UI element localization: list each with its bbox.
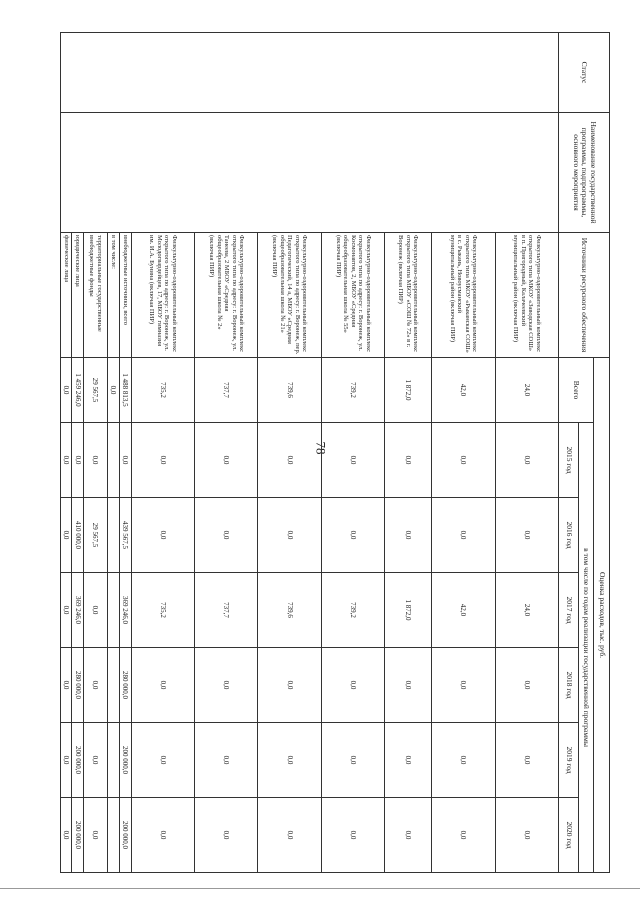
value-cell: 739,2	[321, 573, 384, 648]
value-cell: 410 000,0	[72, 498, 83, 573]
value-cell: 739,6	[258, 573, 321, 648]
value-cell: 200 000,0	[119, 798, 131, 873]
header-total: Всего	[558, 358, 593, 423]
value-cell: 0,0	[195, 648, 258, 723]
value-cell: 0,0	[495, 723, 558, 798]
value-cell: 29 567,5	[83, 498, 108, 573]
total-cell: 42,0	[432, 358, 495, 423]
value-cell: 0,0	[61, 798, 72, 873]
total-cell: 1 872,0	[385, 358, 432, 423]
value-cell: 0,0	[258, 798, 321, 873]
source-cell: внебюджетные источники, всего	[119, 233, 131, 358]
value-cell: 0,0	[385, 798, 432, 873]
header-year: 2018 год	[558, 648, 578, 723]
total-cell: 739,2	[321, 358, 384, 423]
value-cell: 0,0	[258, 423, 321, 498]
total-cell: 0,0	[61, 358, 72, 423]
value-cell	[108, 648, 119, 723]
header-year: 2016 год	[558, 498, 578, 573]
value-cell: 0,0	[385, 498, 432, 573]
value-cell: 200 000,0	[72, 723, 83, 798]
value-cell: 0,0	[432, 648, 495, 723]
value-cell: 0,0	[83, 723, 108, 798]
value-cell: 369 246,0	[119, 573, 131, 648]
source-cell: в том числе:	[108, 233, 119, 358]
source-cell: Физкультурно-оздоровительный комплекс открытого типа по адресу: г. Воронеж, ул. Космонавтов, 2, МБОУ «Средняя общеобразовательная школа № 55» (включая ПИР)	[321, 233, 384, 358]
total-cell: 737,7	[195, 358, 258, 423]
total-cell: 1 459 246,0	[72, 358, 83, 423]
header-year: 2017 год	[558, 573, 578, 648]
value-cell: 0,0	[495, 648, 558, 723]
value-cell: 0,0	[83, 573, 108, 648]
value-cell: 0,0	[321, 498, 384, 573]
value-cell: 0,0	[61, 648, 72, 723]
value-cell: 0,0	[385, 648, 432, 723]
total-cell: 0,0	[108, 358, 119, 423]
value-cell: 369 246,0	[72, 573, 83, 648]
value-cell: 0,0	[131, 798, 194, 873]
value-cell: 0,0	[258, 723, 321, 798]
value-cell: 0,0	[495, 798, 558, 873]
value-cell: 1 872,0	[385, 573, 432, 648]
header-source: Источники ресурсного обеспечения	[558, 233, 609, 358]
value-cell: 42,0	[432, 573, 495, 648]
source-cell: Физкультурно-оздоровительный комплекс открытого типа МБОУ «СОШ № 72» в г. Воронеж (включая ПИР)	[385, 233, 432, 358]
value-cell	[108, 423, 119, 498]
value-cell: 0,0	[321, 423, 384, 498]
value-cell: 735,2	[131, 573, 194, 648]
value-cell: 0,0	[61, 723, 72, 798]
value-cell: 0,0	[432, 798, 495, 873]
value-cell: 0,0	[258, 498, 321, 573]
source-cell: Физкультурно-оздоровительный комплекс открытого типа по адресу: г. Воронеж, ул. Танеева, 2 МБОУ «Средняя общеобразовательная школа № 2» (включая ПИР)	[195, 233, 258, 358]
source-cell: Физкультурно-оздоровительный комплекс открытого типа по адресу: г. Воронеж, пер. Педагогический, 14 а, МБОУ «Средняя общеобразовательная школа № 21» (включая ПИР)	[258, 233, 321, 358]
total-cell: 29 567,5	[83, 358, 108, 423]
total-cell: 735,2	[131, 358, 194, 423]
total-cell: 739,6	[258, 358, 321, 423]
value-cell: 0,0	[83, 648, 108, 723]
value-cell: 0,0	[131, 498, 194, 573]
value-cell: 0,0	[432, 423, 495, 498]
header-year: 2019 год	[558, 723, 578, 798]
expenses-table	[60, 32, 610, 873]
value-cell: 0,0	[131, 648, 194, 723]
value-cell	[108, 798, 119, 873]
header-estimate: Оценка расходов, тыс. руб.	[593, 358, 609, 873]
value-cell: 0,0	[195, 498, 258, 573]
header-by-years: в том числе по годам реализации государственной программы	[579, 423, 593, 873]
value-cell: 0,0	[321, 798, 384, 873]
value-cell: 0,0	[72, 423, 83, 498]
value-cell: 0,0	[131, 423, 194, 498]
source-cell: Физкультурно-оздоровительный комплекс открытого типа МКОУ «Заводская СОШ» в п. Пригородный, Калачеевский муниципальный район (включая ПИР)	[495, 233, 558, 358]
total-cell: 24,0	[495, 358, 558, 423]
source-cell: Физкультурно-оздоровительный комплекс открытого типа МКОУ «Рыканская СОШ» в с. Рыкань, Новоусманский муниципальный район (включая ПИР)	[432, 233, 495, 358]
value-cell: 439 567,5	[119, 498, 131, 573]
source-cell: территориальные государственные внебюджетные фонды	[83, 233, 108, 358]
source-cell: Физкультурно-оздоровительный комплекс открытого типа по адресу: г. Воронеж, ул. Молодогвардейцев, 17, МБОУ гимназия им. И.А. Бунина (включая ПИР)	[131, 233, 194, 358]
value-cell: 0,0	[61, 423, 72, 498]
value-cell	[108, 723, 119, 798]
status-cell	[61, 33, 559, 113]
value-cell: 0,0	[195, 798, 258, 873]
rotated-table-wrapper	[60, 32, 610, 872]
value-cell: 280 000,0	[119, 648, 131, 723]
value-cell: 0,0	[432, 498, 495, 573]
value-cell: 0,0	[195, 423, 258, 498]
value-cell: 737,7	[195, 573, 258, 648]
value-cell	[108, 498, 119, 573]
value-cell: 0,0	[495, 423, 558, 498]
header-year: 2015 год	[558, 423, 578, 498]
value-cell: 0,0	[61, 573, 72, 648]
value-cell: 0,0	[119, 423, 131, 498]
value-cell: 0,0	[83, 423, 108, 498]
value-cell: 0,0	[258, 648, 321, 723]
table-row	[495, 33, 558, 873]
source-cell: физические лица	[61, 233, 72, 358]
total-cell: 1 488 813,5	[119, 358, 131, 423]
value-cell: 280 000,0	[72, 648, 83, 723]
value-cell: 0,0	[385, 423, 432, 498]
header-name: Наименование государственной программы, подпрограммы, основного мероприятия	[558, 113, 609, 233]
value-cell: 200 000,0	[119, 723, 131, 798]
name-cell	[61, 113, 559, 233]
value-cell: 0,0	[385, 723, 432, 798]
header-year: 2020 год	[558, 798, 578, 873]
source-cell: юридические лица	[72, 233, 83, 358]
value-cell: 0,0	[195, 723, 258, 798]
value-cell: 200 000,0	[72, 798, 83, 873]
value-cell: 0,0	[495, 498, 558, 573]
value-cell: 0,0	[83, 798, 108, 873]
value-cell: 24,0	[495, 573, 558, 648]
value-cell: 0,0	[432, 723, 495, 798]
value-cell: 0,0	[321, 723, 384, 798]
page-number: 78	[313, 441, 329, 455]
header-status: Статус	[558, 33, 609, 113]
value-cell: 0,0	[321, 648, 384, 723]
value-cell: 0,0	[61, 498, 72, 573]
value-cell: 0,0	[131, 723, 194, 798]
page-edge-divider	[0, 888, 640, 889]
value-cell	[108, 573, 119, 648]
